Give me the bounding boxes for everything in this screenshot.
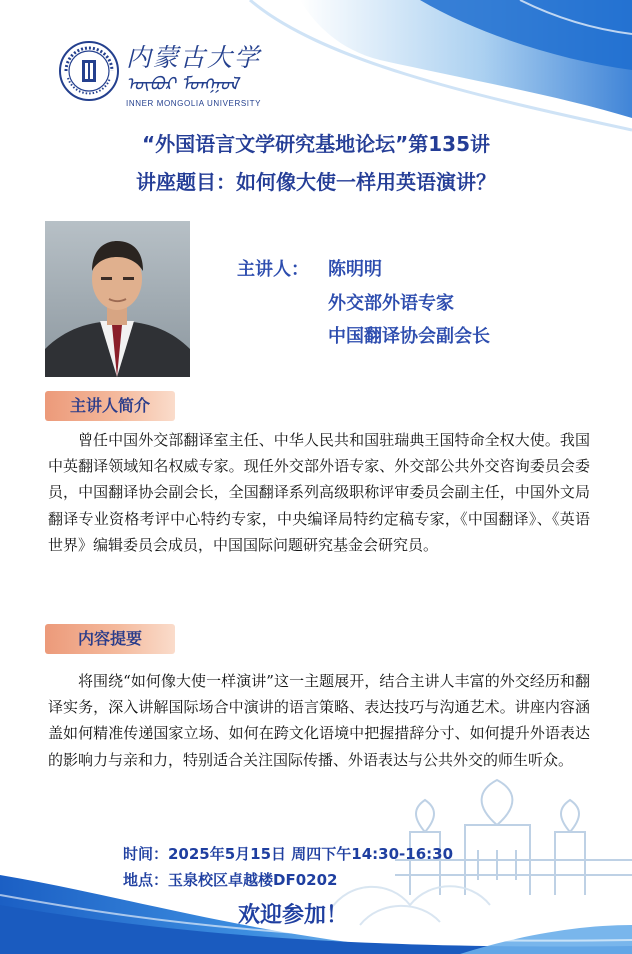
speaker-label: 主讲人： (237, 259, 309, 280)
speaker-name: 陈明明 (328, 259, 382, 280)
event-place: 地点：玉泉校区卓越楼DF0202 (123, 871, 338, 889)
forum-title: “外国语言文学研究基地论坛”第135讲 (141, 132, 491, 156)
speaker-photo (45, 221, 190, 377)
speaker-role-1: 外交部外语专家 (328, 293, 454, 314)
university-name-cn: 内蒙古大学 (126, 43, 262, 72)
content-paragraph: 将围绕“如何像大使一样演讲”这一主题展开，结合主讲人丰富的外交经历和翻译实务，深入讲解国际场合中演讲的语言策略、表达技巧与沟通艺术。讲座内容涵盖如何精准传递国家立场、如何在跨文化语境中把握措辞分寸、如何提升外语表达的影响力与亲和力，特别适合关注国际传播、外语表达与公共外交的师生听众。 (48, 672, 590, 769)
university-seal-icon (58, 40, 120, 102)
welcome-text: 欢迎参加！ (238, 903, 349, 928)
speaker-role-2: 中国翻译协会副会长 (328, 326, 490, 347)
university-logo-text (126, 44, 296, 108)
content-section-tag: 内容提要 (45, 624, 175, 654)
bio-paragraph: 曾任中国外交部翻译室主任、中华人民共和国驻瑞典王国特命全权大使。我国中英翻译领域知名权威专家。现任外交部外语专家、外交部公共外交咨询委员会委员，中国翻译协会副会长，全国翻译系列高级职称评审委员会副主任，中国外文局翻译专业资格考评中心特约专家，中央编译局特约定稿专家，《中国翻译》、《英语世界》编辑委员会成员，中国国际问题研究基金会研究员。 (48, 431, 590, 554)
bio-section-tag: 主讲人简介 (45, 391, 175, 421)
university-name-en: INNER MONGOLIA UNIVERSITY (126, 99, 262, 108)
lecture-title: 讲座题目：如何像大使一样用英语演讲？ (136, 170, 496, 194)
event-time: 时间：2025年5月15日 周四下午14:30-16:30 (123, 845, 454, 863)
university-name-mongolian: ᠥᠪᠥᠷ ᠮᠣᠩᠭᠣᠯ (126, 74, 239, 95)
